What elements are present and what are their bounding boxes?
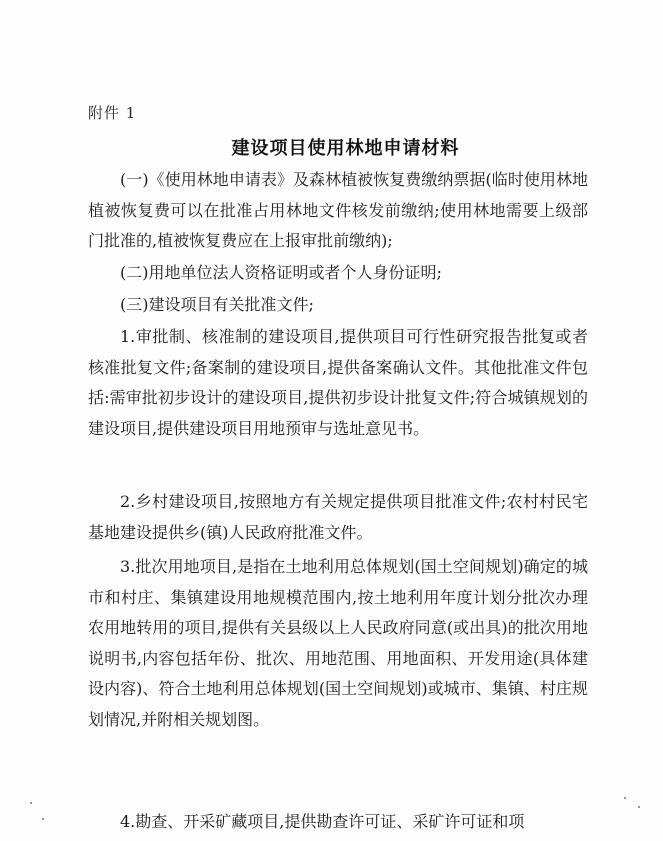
attachment-label: 附件 1: [88, 104, 137, 122]
paragraph-item-3: (三)建设项目有关批准文件;: [120, 295, 314, 314]
paragraph-item-1: (一)《使用林地申请表》及森林植被恢复费缴纳票据(临时使用林地植被恢复费可以在批准占用林地文件核发前缴纳;使用林地需要上级部门批准的,植被恢复费应在上报审批前缴纳);: [88, 170, 588, 250]
scan-speck: [624, 797, 626, 799]
document-title: 建设项目使用林地申请材料: [231, 138, 460, 159]
scan-speck: [30, 802, 32, 804]
scan-speck: [638, 806, 640, 808]
paragraph-subitem-3: 3.批次用地项目,是指在土地利用总体规划(国土空间规划)确定的城市和村庄、集镇建设用地规模范围内,按土地利用年度计划分批次办理农用地转用的项目,提供有关县级以上人民政府同意(或出具)的批次用地说明书,内容包括年份、批次、用地范围、用地面积、开发用途(具体建设内容)、符合土地利用总体规划(国土空间规划)或城市、集镇、村庄规划情况,并附相关规划图。: [88, 557, 588, 729]
paragraph-item-2: (二)用地单位法人资格证明或者个人身份证明;: [120, 263, 442, 282]
paragraph-subitem-1: 1.审批制、核准制的建设项目,提供项目可行性研究报告批复或者核准批复文件;备案制的建设项目,提供备案确认文件。其他批准文件包括:需审批初步设计的建设项目,提供初步设计批复文件;符合城镇规划的建设项目,提供建设项目用地预审与选址意见书。: [88, 327, 588, 438]
paragraph-subitem-4: 4.勘查、开采矿藏项目,提供勘查许可证、采矿许可证和项: [120, 812, 525, 831]
scan-speck: [42, 818, 44, 820]
paragraph-subitem-2: 2.乡村建设项目,按照地方有关规定提供项目批准文件;农村村民宅基地建设提供乡(镇)人民政府批准文件。: [88, 492, 588, 542]
